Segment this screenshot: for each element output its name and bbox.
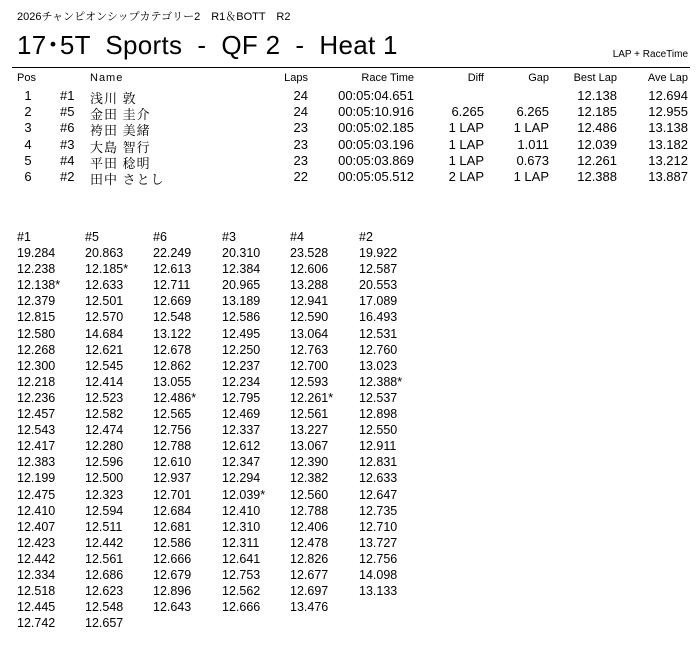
lap-time: 12.788 [153,439,192,454]
result-best-lap: 12.388 [577,169,617,184]
lap-column-car-number: #1 [17,230,31,244]
lap-time: 12.735 [359,503,398,518]
result-driver-name: 浅川 敦 [90,91,137,106]
lap-time: 12.760 [359,342,398,357]
col-diff: Diff [467,72,484,84]
lap-time: 13.288 [290,278,329,293]
lap-column [222,229,290,615]
lap-time: 12.294 [222,471,261,486]
lap-time: 12.681 [153,519,192,534]
header-divider [12,67,690,68]
lap-time: 12.545 [85,358,124,373]
lap-time: 12.815 [17,310,56,325]
lap-time: 12.831 [359,455,398,470]
result-car-number: #1 [60,88,75,103]
result-race-time: 00:05:04.651 [338,88,414,103]
lap-time: 22.249 [153,246,192,261]
result-pos: 6 [24,169,32,184]
lap-time: 12.941 [290,294,329,309]
lap-time: 12.478 [290,535,329,550]
lap-time: 12.550 [359,423,398,438]
lap-time: 12.610 [153,455,192,470]
lap-column [153,229,221,615]
lap-time: 12.560 [290,487,329,502]
lap-time: 12.742 [17,616,56,631]
lap-column-car-number: #5 [85,230,99,244]
lap-time: 12.457 [17,407,56,422]
lap-time: 12.606 [290,262,329,277]
lap-time: 12.423 [17,535,56,550]
lap-time: 12.523 [85,390,124,405]
result-pos: 1 [24,88,32,103]
lap-time: 13.227 [290,423,329,438]
lap-time: 20.965 [222,278,261,293]
lap-time: 12.442 [17,551,56,566]
lap-time: 20.310 [222,246,261,261]
lap-time: 13.064 [290,326,329,341]
lap-column [17,229,85,631]
lap-time: 12.548 [153,310,192,325]
lap-column-car-number: #2 [359,230,373,244]
lap-time: 23.528 [290,246,329,261]
lap-time: 12.388* [359,374,403,389]
result-gap: 1.011 [517,136,549,152]
result-row [0,104,700,123]
heat-title: 17･5T Sports - QF 2 - Heat 1 [17,30,398,60]
lap-time: 12.511 [85,519,123,534]
lap-time: 12.537 [359,390,398,405]
result-ave-lap: 13.182 [648,136,688,152]
result-race-time: 00:05:03.869 [338,152,414,168]
lap-time: 12.300 [17,358,56,373]
lap-time: 12.250 [222,342,261,357]
lap-time: 12.795 [222,390,261,405]
lap-time: 12.710 [359,519,398,534]
result-gap: 6.265 [516,104,549,120]
col-ave-lap: Ave Lap [647,72,688,84]
result-race-time: 00:05:02.185 [338,120,414,136]
col-laps: Laps [284,72,308,84]
col-best-lap: Best Lap [573,72,617,84]
lap-time: 12.334 [17,567,56,582]
lap-time: 12.561 [85,551,124,566]
lap-time: 12.756 [153,423,192,438]
col-name: Name [90,72,124,84]
result-gap: 0.673 [516,152,549,168]
lap-time: 12.039* [222,487,266,502]
result-driver-name: 金田 圭介 [90,107,151,123]
result-diff: 1 LAP [448,120,484,136]
lap-time: 13.023 [359,358,398,373]
result-pos: 2 [24,104,32,120]
lap-time: 12.686 [85,567,124,582]
lap-time: 12.657 [85,616,124,631]
lap-time: 12.711 [153,278,191,293]
lap-time: 12.590 [290,310,329,325]
result-driver-name: 袴田 美緒 [90,123,151,139]
lap-time: 13.727 [359,535,398,550]
result-ave-lap: 12.955 [648,104,688,120]
lap-time: 12.763 [290,342,329,357]
lap-column [290,229,358,615]
lap-time: 12.679 [153,567,192,582]
col-pos: Pos [17,72,36,84]
result-best-lap: 12.185 [577,104,617,120]
result-best-lap: 12.261 [577,152,617,168]
lap-time: 12.474 [85,423,124,438]
lap-time: 12.826 [290,551,329,566]
result-laps: 22 [293,169,308,184]
lap-time: 12.596 [85,455,124,470]
lap-column-car-number: #3 [222,230,236,244]
lap-time: 14.684 [85,326,124,341]
result-driver-name: 大島 智行 [90,139,151,155]
lap-time: 12.311 [222,535,260,550]
lap-time: 12.753 [222,567,261,582]
lap-time: 12.280 [85,439,124,454]
lap-time: 12.501 [85,294,124,309]
lap-time: 12.500 [85,471,124,486]
lap-time: 12.666 [153,551,192,566]
lap-time: 12.486* [153,390,197,405]
col-gap: Gap [528,72,549,84]
lap-time: 12.531 [359,326,398,341]
result-best-lap: 12.138 [577,88,617,103]
lap-time: 12.594 [85,503,124,518]
result-row [0,120,700,139]
lap-time: 16.493 [359,310,398,325]
lap-time: 12.417 [17,439,56,454]
lap-time: 12.937 [153,471,192,486]
lap-time: 13.122 [153,326,192,341]
result-gap: 1 LAP [513,169,549,184]
lap-time: 12.323 [85,487,124,502]
lap-time: 12.414 [85,374,124,389]
result-diff: 6.265 [451,104,484,120]
lap-time: 12.593 [290,374,329,389]
lap-time: 12.347 [222,455,261,470]
lap-time: 12.337 [222,423,261,438]
lap-time: 12.442 [85,535,124,550]
result-row [0,153,700,169]
lap-time: 12.565 [153,407,192,422]
lap-time: 12.862 [153,358,192,373]
lap-time: 12.562 [222,584,261,599]
lap-column-car-number: #4 [290,230,304,244]
result-car-number: #6 [60,120,75,136]
lap-time: 12.621 [85,342,124,357]
result-row [0,88,700,104]
lap-time: 12.911 [359,439,397,454]
lap-time: 12.185* [85,262,129,277]
result-diff: 2 LAP [448,169,484,184]
lap-time: 12.199 [17,471,56,486]
lap-time: 19.284 [17,246,56,261]
lap-time: 12.410 [17,503,56,518]
lap-time: 12.613 [153,262,192,277]
lap-time: 12.641 [222,551,261,566]
lap-time: 17.089 [359,294,398,309]
result-best-lap: 12.039 [577,136,617,152]
lap-time: 12.633 [359,471,398,486]
lap-time: 12.684 [153,503,192,518]
result-car-number: #5 [60,104,75,120]
lap-time: 12.234 [222,374,261,389]
lap-time: 12.623 [85,584,124,599]
lap-time: 12.612 [222,439,261,454]
lap-time: 12.586 [153,535,192,550]
result-gap: 1 LAP [513,120,549,136]
lap-time: 12.570 [85,310,124,325]
lap-time: 12.633 [85,278,124,293]
lap-time: 12.677 [290,567,329,582]
lap-time: 12.495 [222,326,261,341]
lap-time: 20.863 [85,246,124,261]
lap-time: 12.697 [290,584,329,599]
result-best-lap: 12.486 [577,120,617,136]
lap-time: 12.238 [17,262,56,277]
result-ave-lap: 13.138 [648,120,688,136]
lap-column [85,229,153,631]
results-header [0,72,700,88]
lap-time: 12.561 [290,407,329,422]
lap-time: 12.666 [222,600,261,615]
lap-time: 13.476 [290,600,329,615]
result-ave-lap: 13.887 [648,169,688,184]
lap-time: 12.410 [222,503,261,518]
lap-time: 12.678 [153,342,192,357]
result-ave-lap: 13.212 [648,152,688,168]
result-row [0,169,700,185]
lap-time: 13.055 [153,374,192,389]
lap-time: 12.582 [85,407,124,422]
lap-time: 12.669 [153,294,192,309]
lap-time: 12.261* [290,390,334,405]
lap-time: 12.898 [359,407,398,422]
result-car-number: #4 [60,152,75,168]
result-laps: 24 [293,88,308,103]
lap-time: 12.138* [17,278,61,293]
lap-time: 12.383 [17,455,56,470]
lap-time: 12.218 [17,374,56,389]
lap-time: 19.922 [359,246,398,261]
lap-time: 20.553 [359,278,398,293]
lap-time: 13.189 [222,294,261,309]
result-laps: 24 [293,104,308,120]
format-label: LAP + RaceTime [612,49,688,60]
lap-time: 12.548 [85,600,124,615]
lap-time: 12.407 [17,519,56,534]
col-race-time: Race Time [361,72,414,84]
lap-time: 12.382 [290,471,329,486]
lap-time: 12.543 [17,423,56,438]
result-diff: 1 LAP [448,136,484,152]
lap-column [359,229,427,599]
event-subtitle: 2026チャンピオンシップカテゴリー2 R1＆BOTT R2 [17,11,291,23]
result-laps: 23 [293,120,308,136]
result-driver-name: 平田 稔明 [90,155,151,171]
result-pos: 5 [24,152,32,168]
lap-time: 12.469 [222,407,261,422]
lap-time: 12.390 [290,455,329,470]
result-diff: 1 LAP [448,152,484,168]
lap-time: 12.445 [17,600,56,615]
lap-time: 12.268 [17,342,56,357]
lap-time: 12.643 [153,600,192,615]
lap-time: 13.133 [359,584,398,599]
lap-time: 14.098 [359,567,398,582]
result-ave-lap: 12.694 [648,88,688,103]
result-car-number: #3 [60,136,75,152]
lap-time: 12.587 [359,262,398,277]
lap-time: 12.586 [222,310,261,325]
result-race-time: 00:05:03.196 [338,136,414,152]
lap-time: 12.384 [222,262,261,277]
result-row [0,137,700,153]
result-race-time: 00:05:10.916 [338,104,414,120]
lap-time: 12.236 [17,390,56,405]
result-pos: 3 [24,120,32,136]
lap-time: 12.518 [17,584,56,599]
lap-time: 12.475 [17,487,56,502]
result-car-number: #2 [60,169,75,184]
lap-column-car-number: #6 [153,230,167,244]
result-laps: 23 [293,152,308,168]
lap-time: 12.788 [290,503,329,518]
lap-time: 12.700 [290,358,329,373]
lap-time: 12.379 [17,294,56,309]
lap-time: 12.237 [222,358,261,373]
lap-time: 12.701 [153,487,192,502]
result-race-time: 00:05:05.512 [338,169,414,184]
lap-time: 12.896 [153,584,192,599]
lap-time: 12.647 [359,487,398,502]
lap-time: 12.580 [17,326,56,341]
result-driver-name: 田中 さとし [90,172,165,187]
lap-time: 12.756 [359,551,398,566]
result-laps: 23 [293,136,308,152]
lap-time: 13.067 [290,439,329,454]
lap-time: 12.310 [222,519,261,534]
result-pos: 4 [24,136,32,152]
lap-time: 12.406 [290,519,329,534]
